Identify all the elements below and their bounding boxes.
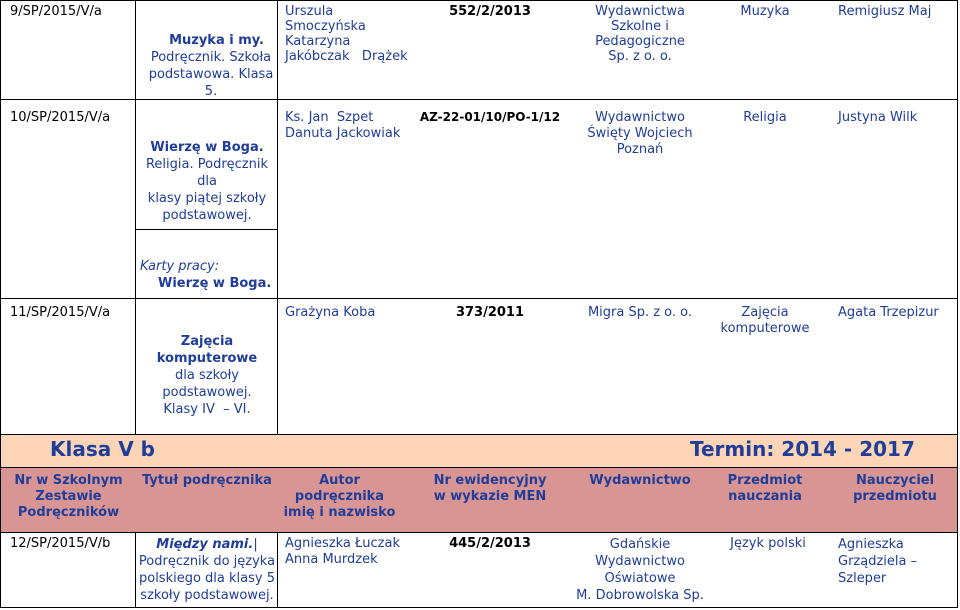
- publisher-line: Oświatowe: [604, 571, 676, 586]
- teacher-line: Agnieszka: [838, 537, 904, 552]
- publisher-line: M. Dobrowolska Sp.: [576, 588, 704, 603]
- row-11-ev: 373/2011: [455, 305, 525, 320]
- teacher-line: Grządziela –: [838, 554, 918, 569]
- title-line: klasy piątej szkoły: [147, 191, 267, 206]
- row-10-nr: 10/SP/2015/V/a: [10, 110, 111, 125]
- row-12-nr: 12/SP/2015/V/b: [10, 536, 111, 551]
- header-line: przedmiotu: [853, 489, 937, 504]
- publisher-line: Sp. z o. o.: [608, 49, 672, 64]
- publisher-line: Wydawnictwo: [595, 554, 685, 569]
- row-11-title-bold: Zajęcia komputerowe: [156, 334, 258, 366]
- publisher-line: Wydawnictwo: [595, 110, 685, 125]
- class-title: Klasa V b: [50, 437, 155, 461]
- col-header-ev: [410, 473, 570, 505]
- row-12-teacher: [838, 536, 917, 587]
- workbook-title: Wierzę w Boga.: [158, 276, 272, 291]
- row-9-ev: 552/2/2013: [449, 4, 531, 19]
- author-line: Jakóbczak Drążek: [285, 49, 408, 64]
- header-line: nauczania: [728, 489, 802, 504]
- row-10-ev: AZ-22-01/10/PO-1/12: [419, 110, 561, 124]
- title-line: Religia. Podręcznik dla: [145, 157, 269, 189]
- publisher-line: Szkolne i: [611, 19, 669, 34]
- col-header-author: [277, 473, 402, 521]
- header-line: Nauczyciel: [855, 473, 935, 488]
- header-line: Podręczników: [17, 505, 120, 520]
- row-9-subject: Muzyka: [740, 4, 790, 19]
- author-line: Anna Murdzek: [285, 552, 378, 567]
- row-12-ev: 445/2/2013: [449, 536, 531, 551]
- subject-line: komputerowe: [720, 321, 810, 336]
- title-line: szkoły podstawowej.: [140, 588, 274, 603]
- row-10-title-bold: Wierzę w Boga.: [150, 140, 264, 155]
- row-9-title: [138, 32, 276, 100]
- row-12-title: [138, 536, 276, 604]
- row-11-nr: 11/SP/2015/V/a: [10, 305, 111, 320]
- workbook-label: Karty pracy:: [140, 259, 220, 274]
- row-9-title-rest: Podręcznik. Szkoła podstawowa. Klasa 5.: [148, 50, 274, 99]
- term-title: Termin: 2014 - 2017: [690, 437, 915, 461]
- row-9-author: [285, 4, 408, 64]
- author-line: Katarzyna: [285, 34, 351, 49]
- author-line: Agnieszka Łuczak: [285, 536, 401, 551]
- header-line: Nr ewidencyjny: [433, 473, 547, 488]
- author-line: Danuta Jackowiak: [285, 126, 401, 141]
- author-line: Smoczyńska: [285, 19, 366, 34]
- header-line: Nr w Szkolnym: [14, 473, 123, 488]
- row-11-teacher: Agata Trzepizur: [838, 305, 939, 320]
- subject-line: Zajęcia: [741, 305, 789, 320]
- header-line: w wykazie MEN: [433, 489, 547, 504]
- row-9-publisher: [575, 4, 705, 64]
- col-header-title: Tytuł podręcznika: [142, 473, 272, 488]
- teacher-line: Szleper: [838, 571, 887, 586]
- row-11-title: [138, 333, 276, 418]
- row-12-title-bold: Między nami.|: [156, 537, 258, 552]
- row-9-title-bold: Muzyka i my.: [169, 33, 264, 48]
- header-line: Zestawie: [35, 489, 102, 504]
- title-line: Podręcznik do języka: [138, 554, 276, 569]
- publisher-line: Święty Wojciech: [587, 126, 693, 141]
- header-line: Przedmiot: [727, 473, 803, 488]
- author-line: Urszula: [285, 4, 334, 19]
- publisher-line: Wydawnictwa: [595, 4, 685, 19]
- col-header-nr: [2, 473, 135, 521]
- row-10-teacher: Justyna Wilk: [838, 110, 918, 125]
- publisher-line: Poznań: [616, 142, 664, 157]
- publisher-line: Pedagogiczne: [595, 34, 685, 49]
- row-10-subject: Religia: [743, 110, 787, 125]
- title-bold-text: Między nami.: [156, 537, 254, 552]
- row-9-nr: 9/SP/2015/V/a: [10, 4, 102, 19]
- author-line: Ks. Jan Szpet: [285, 110, 374, 125]
- title-line: polskiego dla klasy 5: [138, 571, 275, 586]
- col-header-subject: [715, 473, 815, 505]
- col-header-teacher: [840, 473, 950, 505]
- row-10-author: [285, 110, 400, 142]
- row-10-workbook: [140, 258, 271, 292]
- title-line: podstawowej.: [162, 385, 252, 400]
- row-11-publisher: Migra Sp. z o. o.: [587, 305, 693, 320]
- title-line: podstawowej.: [162, 208, 252, 223]
- row-11-subject: [710, 305, 820, 337]
- header-line: Autor podręcznika: [294, 473, 385, 504]
- row-9-teacher: Remigiusz Maj: [838, 4, 932, 19]
- header-line: imię i nazwisko: [283, 505, 396, 520]
- title-line: dla szkoły: [175, 368, 239, 383]
- title-line: Klasy IV – VI.: [163, 402, 251, 417]
- publisher-line: Gdańskie: [609, 537, 671, 552]
- row-12-author: [285, 536, 400, 568]
- row-10-publisher: [575, 110, 705, 158]
- row-11-author: Grażyna Koba: [285, 305, 376, 320]
- row-10-title: [138, 139, 276, 224]
- col-header-publisher: Wydawnictwo: [589, 473, 691, 488]
- row-12-publisher: [575, 536, 705, 604]
- row-12-subject: Język polski: [730, 536, 806, 551]
